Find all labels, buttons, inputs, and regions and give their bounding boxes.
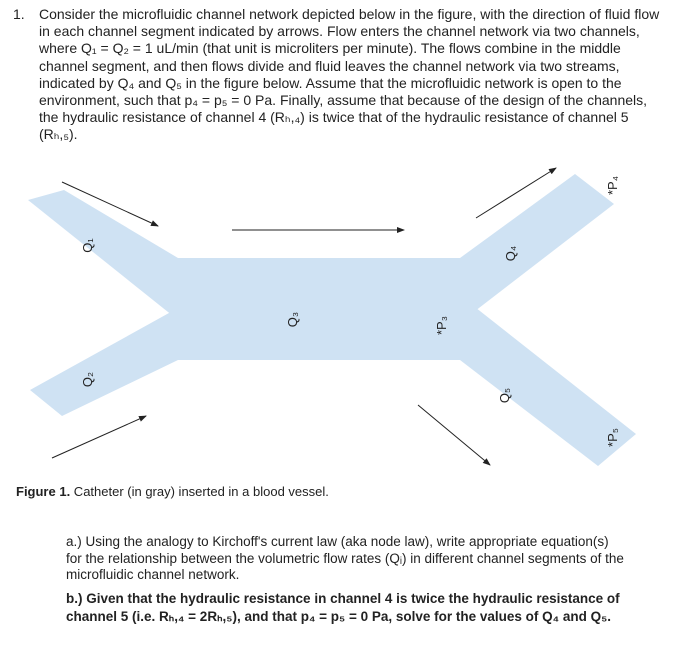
label-q4: Q₄ <box>503 245 519 262</box>
question-paragraph: Consider the microfluidic channel network depicted below in the figure, with the direction of fluid flow in each channel segment indicated by arrows. Flow enters the channel network via two channels, where Q₁ = Q₂ = 1 uL/min (that unit is microliters per minute). The flows combine in the middle channel segment, and then flows divide and fluid leaves the channel network via two streams, indicated by Q₄ and Q₅ in the figure below. Assume that the microfluidic network is open to the environment, such that p₄ = p₅ = 0 Pa. Finally, assume that because of the design of the channels, the hydraulic resistance of channel 4 (Rₕ,₄) is twice that of the hydraulic resistance of channel 5 (Rₕ,₅). <box>39 6 660 143</box>
channel-3 <box>176 258 466 360</box>
label-q1: Q₁ <box>79 238 95 253</box>
part-b-text: b.) Given that the hydraulic resistance in channel 4 is twice the hydraulic resistance of channel 5 (i.e. Rₕ,₄ = 2Rₕ,₅), and that p₄ = p₅ = 0 Pa, solve for the values of Q₄ and Q₅. <box>66 591 620 624</box>
part-a-text: a.) Using the analogy to Kirchoff's current law (aka node law), write appropriate equation(s) for the relationship between the volumetric flow rates (Qᵢ) in different channel segments of the microfluidic channel network. <box>66 534 624 583</box>
channel-1 <box>28 190 178 320</box>
question-number: 1. <box>13 6 25 22</box>
label-q5: Q₅ <box>497 387 513 404</box>
arrow-q2 <box>52 416 146 458</box>
channel-2 <box>30 308 178 416</box>
label-q2: Q₂ <box>80 371 96 388</box>
label-p4: *P₄ <box>605 175 621 196</box>
channel-4 <box>460 174 614 318</box>
part-b <box>66 590 646 626</box>
channel-network-diagram <box>0 160 677 480</box>
caption-text: Catheter (in gray) inserted in a blood vessel. <box>70 484 329 499</box>
label-p3: *P₃ <box>434 315 450 336</box>
figure-caption <box>16 484 329 499</box>
label-p5: *P₅ <box>604 428 620 447</box>
arrow-q5 <box>418 405 490 465</box>
caption-label: Figure 1. <box>16 484 71 499</box>
microfluidic-figure <box>0 160 677 480</box>
question-text <box>39 6 669 144</box>
part-a <box>66 534 626 584</box>
label-q3: Q₃ <box>285 311 301 328</box>
